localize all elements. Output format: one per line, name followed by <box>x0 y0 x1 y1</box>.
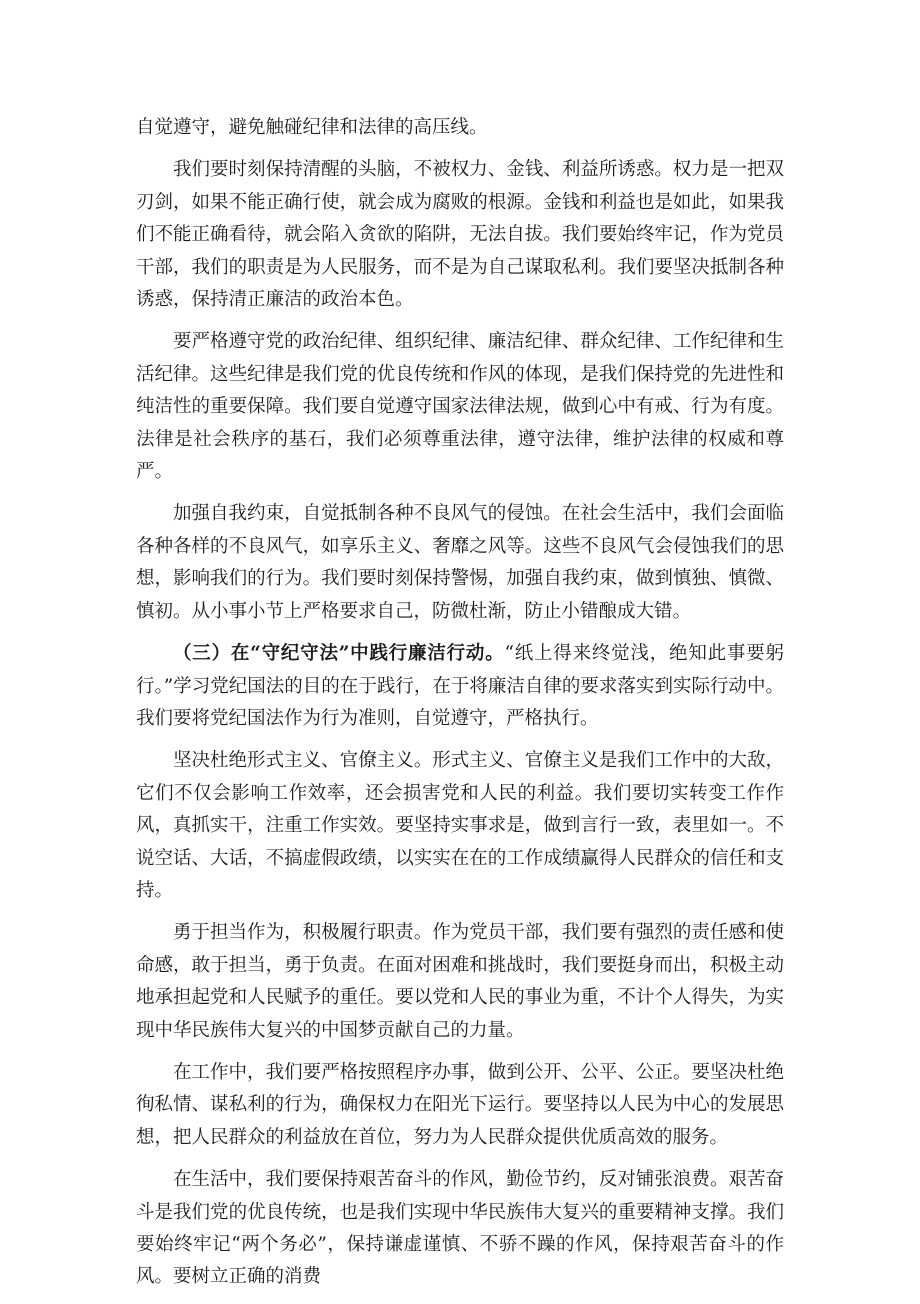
paragraph-work-procedure: 在工作中，我们要严格按照程序办事，做到公开、公平、公正。要坚决杜绝徇私情、谋私利的行为，确保权力在阳光下运行。要坚持以人民为中心的发展思想，把人民群众的利益放在首位，努力为人民群众提供优质高效的服务。 <box>136 1061 784 1148</box>
document-body <box>136 112 784 1304</box>
paragraph-continuation: 自觉遵守，避免触碰纪律和法律的高压线。 <box>136 117 488 138</box>
paragraph-frugal-life: 在生活中，我们要保持艰苦奋斗的作风，勤俭节约，反对铺张浪费。艰苦奋斗是我们党的优良传统，也是我们实现中华民族伟大复兴的重要精神支撑。我们要始终牢记“两个务必”，保持谦虚谨慎、不骄不躁的作风，保持艰苦奋斗的作风。要树立正确的消费 <box>136 1169 784 1288</box>
paragraph-self-restraint: 加强自我约束，自觉抵制各种不良风气的侵蚀。在社会生活中，我们会面临各种各样的不良风气，如享乐主义、奢靡之风等。这些不良风气会侵蚀我们的思想，影响我们的行为。我们要时刻保持警惕，加强自我约束，做到慎独、慎微、慎初。从小事小节上严格要求自己，防微杜渐，防止小错酿成大错。 <box>136 503 784 622</box>
paragraph-resist-temptation: 我们要时刻保持清醒的头脑，不被权力、金钱、利益所诱惑。权力是一把双刃剑，如果不能正确行使，就会成为腐败的根源。金钱和利益也是如此，如果我们不能正确看待，就会陷入贪欲的陷阱，无法自拔。我们要始终牢记，作为党员干部，我们的职责是为人民服务，而不是为自己谋取私利。我们要坚决抵制各种诱惑，保持清正廉洁的政治本色。 <box>136 159 784 311</box>
paragraph-anti-formalism: 坚决杜绝形式主义、官僚主义。形式主义、官僚主义是我们工作中的大敌，它们不仅会影响工作效率，还会损害党和人民的利益。我们要切实转变工作作风，真抓实干，注重工作实效。要坚持实事求是，做到言行一致，表里如一。不说空话、大话，不搞虚假政绩，以实实在在的工作成绩赢得人民群众的信任和支持。 <box>136 750 784 901</box>
paragraph-observe-discipline: 要严格遵守党的政治纪律、组织纪律、廉洁纪律、群众纪律、工作纪律和生活纪律。这些纪律是我们党的优良传统和作风的体现，是我们保持党的先进性和纯洁性的重要保障。我们要自觉遵守国家法律法规，做到心中有戒、行为有度。法律是社会秩序的基石，我们必须尊重法律，遵守法律，维护法律的权威和尊严。 <box>136 331 784 483</box>
paragraph-responsibility: 勇于担当作为，积极履行职责。作为党员干部，我们要有强烈的责任感和使命感，敢于担当，勇于负责。在面对困难和挑战时，我们要挺身而出，积极主动地承担起党和人民赋予的重任。要以党和人民的事业为重，不计个人得失，为实现中华民族伟大复兴的中国梦贡献自己的力量。 <box>136 922 784 1041</box>
section-three-text: “纸上得来终觉浅，绝知此事要躬行。”学习党纪国法的目的在于践行，在于将廉洁自律的要求落实到实际行动中。我们要将党纪国法作为行为准则，自觉遵守，严格执行。 <box>136 643 784 729</box>
section-heading: （三）在“守纪守法”中践行廉洁行动。 <box>173 643 505 665</box>
paragraph-section-three <box>136 638 784 735</box>
